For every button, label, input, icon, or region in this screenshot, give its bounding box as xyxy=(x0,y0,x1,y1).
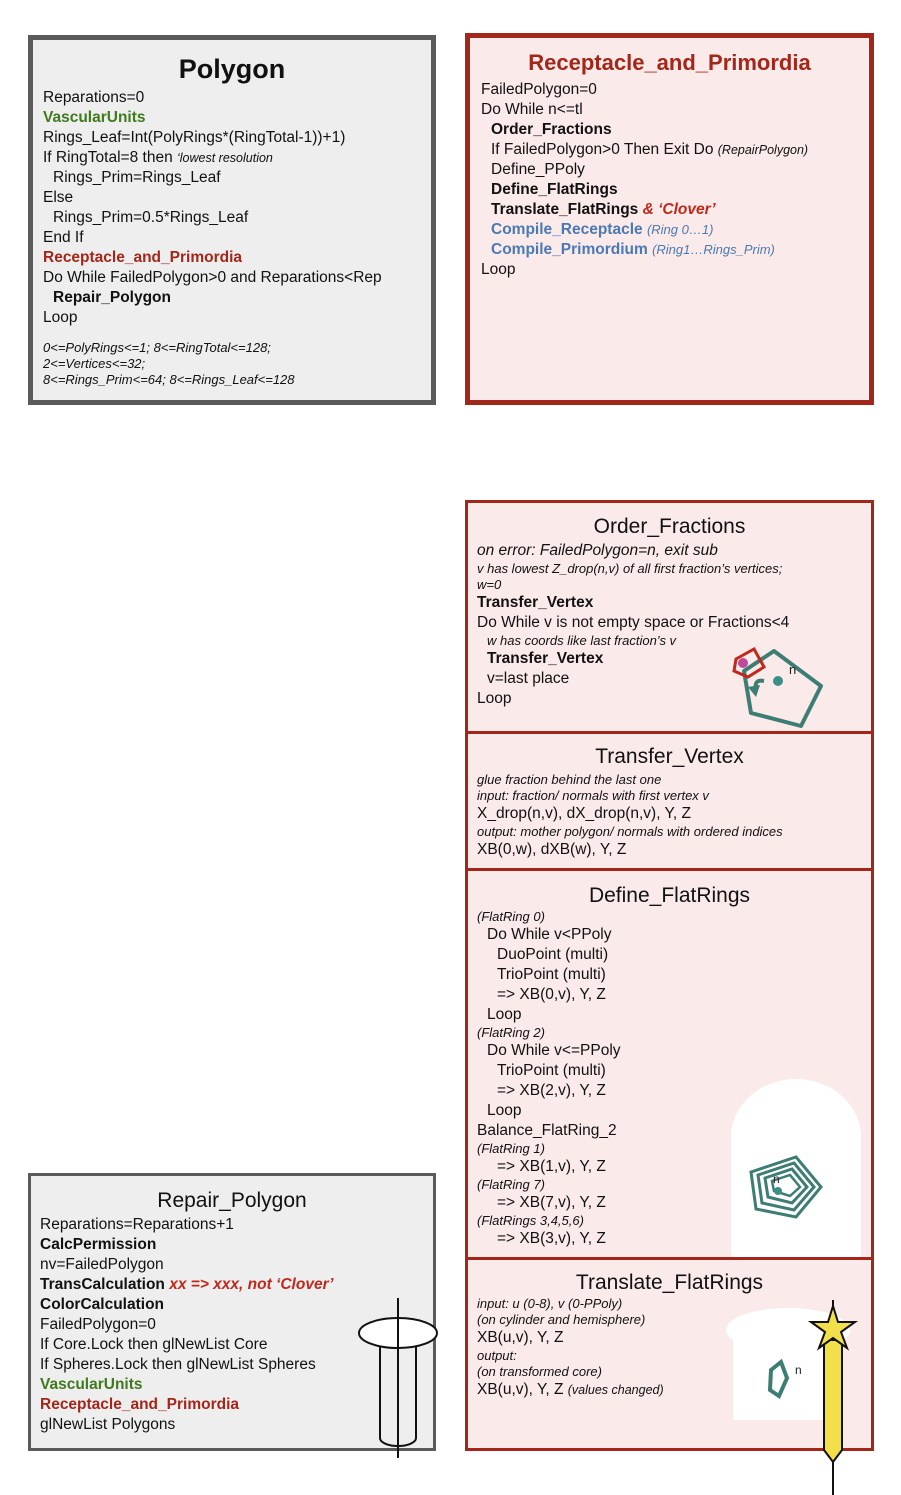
order-fractions-box xyxy=(465,500,874,734)
receptacle-line: Order_Fractions xyxy=(491,121,612,138)
polygon-line: If RingTotal=8 then ‘lowest resolution xyxy=(43,149,273,166)
translate-line: XB(u,v), Y, Z xyxy=(477,1329,564,1346)
polygon-line: Do While FailedPolygon>0 and Reparations<Rep xyxy=(43,269,382,286)
flatrings-icon xyxy=(726,1077,866,1257)
receptacle-line: If FailedPolygon>0 Then Exit Do (RepairPolygon) xyxy=(491,141,809,158)
receptacle-line: Loop xyxy=(481,261,516,278)
receptacle-note: & ‘Clover’ xyxy=(642,201,716,218)
define-line: Do While v<PPoly xyxy=(487,926,612,943)
define-line: TrioPoint (multi) xyxy=(497,966,606,983)
repair-line: ColorCalculation xyxy=(40,1296,165,1313)
receptacle-note: (Ring 0…1) xyxy=(646,222,714,237)
transfer-vertex-title: Transfer_Vertex xyxy=(595,745,744,768)
define-line: Do While v<=PPoly xyxy=(487,1042,621,1059)
polygon-line: End If xyxy=(43,229,84,246)
polygon-title: Polygon xyxy=(178,54,286,84)
receptacle-line: Compile_Primordium (Ring1…Rings_Prim) xyxy=(491,241,775,258)
translate-line: input: u (0-8), v (0-PPoly) xyxy=(477,1296,623,1311)
order-line: Do While v is not empty space or Fractions<4 xyxy=(477,614,790,631)
define-line: (FlatRing 0) xyxy=(477,909,545,924)
repair-polygon-title: Repair_Polygon xyxy=(157,1189,307,1212)
order-line: on error: FailedPolygon=n, exit sub xyxy=(477,542,718,559)
receptacle-box xyxy=(465,33,874,405)
order-fractions-title: Order_Fractions xyxy=(593,515,746,538)
core-transform-icon xyxy=(723,1300,873,1495)
transfer-line: XB(0,w), dXB(w), Y, Z xyxy=(477,841,627,858)
define-line: => XB(7,v), Y, Z xyxy=(497,1194,606,1211)
order-line: Loop xyxy=(477,690,512,707)
icon-label: n xyxy=(789,662,797,677)
receptacle-line: Define_PPoly xyxy=(491,161,585,178)
translate-line: output: xyxy=(477,1348,517,1363)
define-line: => XB(1,v), Y, Z xyxy=(497,1158,606,1175)
define-line: Loop xyxy=(487,1102,522,1119)
define-line: => XB(0,v), Y, Z xyxy=(497,986,606,1003)
polygon-line: Rings_Prim=Rings_Leaf xyxy=(53,169,221,186)
transfer-line: X_drop(n,v), dX_drop(n,v), Y, Z xyxy=(477,805,691,822)
translate-flatrings-title: Translate_FlatRings xyxy=(575,1271,764,1294)
define-flatrings-title: Define_FlatRings xyxy=(588,884,751,907)
transfer-line: output: mother polygon/ normals with ordered indices xyxy=(477,824,783,839)
repair-line: Receptacle_and_Primordia xyxy=(40,1396,240,1413)
receptacle-line: Do While n<=tl xyxy=(481,101,583,118)
polygon-line: Loop xyxy=(43,309,78,326)
define-line: (FlatRing 7) xyxy=(477,1177,545,1192)
repair-line: Reparations=Reparations+1 xyxy=(40,1216,234,1233)
define-line: (FlatRing 2) xyxy=(477,1025,545,1040)
icon-label: n xyxy=(795,1363,802,1377)
define-line: (FlatRing 1) xyxy=(477,1141,545,1156)
transfer-line: input: fraction/ normals with first vertex v xyxy=(477,788,709,803)
receptacle-note: (Ring1…Rings_Prim) xyxy=(652,242,775,257)
polygon-line: Rings_Leaf=Int(PolyRings*(RingTotal-1))+1) xyxy=(43,129,346,146)
translate-note: (values changed) xyxy=(567,1383,664,1397)
repair-line: If Spheres.Lock then glNewList Spheres xyxy=(40,1356,316,1373)
transfer-vertex-box xyxy=(465,731,874,871)
polygon-line: Receptacle_and_Primordia xyxy=(43,249,243,266)
polygon-line: Reparations=0 xyxy=(43,89,145,106)
receptacle-note: (RepairPolygon) xyxy=(717,143,809,157)
order-line: v=last place xyxy=(487,670,570,687)
translate-line: (on cylinder and hemisphere) xyxy=(477,1312,646,1327)
repair-line: If Core.Lock then glNewList Core xyxy=(40,1336,268,1353)
polygon-fraction-icon xyxy=(726,641,826,731)
polygon-line: Rings_Prim=0.5*Rings_Leaf xyxy=(53,209,249,226)
polygon-constraint: 0<=PolyRings<=1; 8<=RingTotal<=128; xyxy=(43,340,271,355)
receptacle-line: FailedPolygon=0 xyxy=(481,81,597,98)
transfer-line: glue fraction behind the last one xyxy=(477,772,662,787)
polygon-constraint: 8<=Rings_Prim<=64; 8<=Rings_Leaf<=128 xyxy=(43,372,295,387)
polygon-box xyxy=(28,35,436,405)
order-line: v has lowest Z_drop(n,v) of all first fraction’s vertices; xyxy=(477,561,783,576)
polygon-constraint: 2<=Vertices<=32; xyxy=(43,356,146,371)
repair-note: xx => xxx, not ‘Clover’ xyxy=(169,1276,334,1293)
repair-line: nv=FailedPolygon xyxy=(40,1256,164,1273)
order-line: Transfer_Vertex xyxy=(477,594,594,611)
define-line: TrioPoint (multi) xyxy=(497,1062,606,1079)
receptacle-line: Compile_Receptacle (Ring 0…1) xyxy=(491,221,714,238)
cylinder-icon xyxy=(353,1298,443,1458)
translate-line: XB(u,v), Y, Z (values changed) xyxy=(477,1381,664,1398)
repair-line: FailedPolygon=0 xyxy=(40,1316,156,1333)
repair-line: glNewList Polygons xyxy=(40,1416,176,1433)
repair-line: VascularUnits xyxy=(40,1376,143,1393)
polygon-line: Else xyxy=(43,189,74,206)
receptacle-line: Define_FlatRings xyxy=(491,181,618,198)
receptacle-title: Receptacle_and_Primordia xyxy=(528,50,811,75)
repair-line: CalcPermission xyxy=(40,1236,157,1253)
polygon-line: Repair_Polygon xyxy=(53,289,171,306)
polygon-note: ‘lowest resolution xyxy=(177,151,273,165)
define-flatrings-box xyxy=(465,868,874,1260)
polygon-line: VascularUnits xyxy=(43,109,146,126)
define-line: => XB(3,v), Y, Z xyxy=(497,1230,606,1247)
repair-polygon-box xyxy=(28,1173,436,1451)
receptacle-line: Translate_FlatRings & ‘Clover’ xyxy=(491,201,716,218)
define-line: DuoPoint (multi) xyxy=(497,946,609,963)
order-line: Transfer_Vertex xyxy=(487,650,604,667)
translate-line: (on transformed core) xyxy=(477,1364,602,1379)
define-line: Balance_FlatRing_2 xyxy=(477,1122,617,1139)
translate-flatrings-box xyxy=(465,1257,874,1451)
icon-label: n xyxy=(773,1172,780,1186)
define-line: (FlatRings 3,4,5,6) xyxy=(477,1213,584,1228)
repair-line: TransCalculation xx => xxx, not ‘Clover’ xyxy=(40,1276,334,1293)
define-line: Loop xyxy=(487,1006,522,1023)
order-line: w has coords like last fraction’s v xyxy=(487,633,677,648)
define-line: => XB(2,v), Y, Z xyxy=(497,1082,606,1099)
order-line: w=0 xyxy=(477,577,502,592)
